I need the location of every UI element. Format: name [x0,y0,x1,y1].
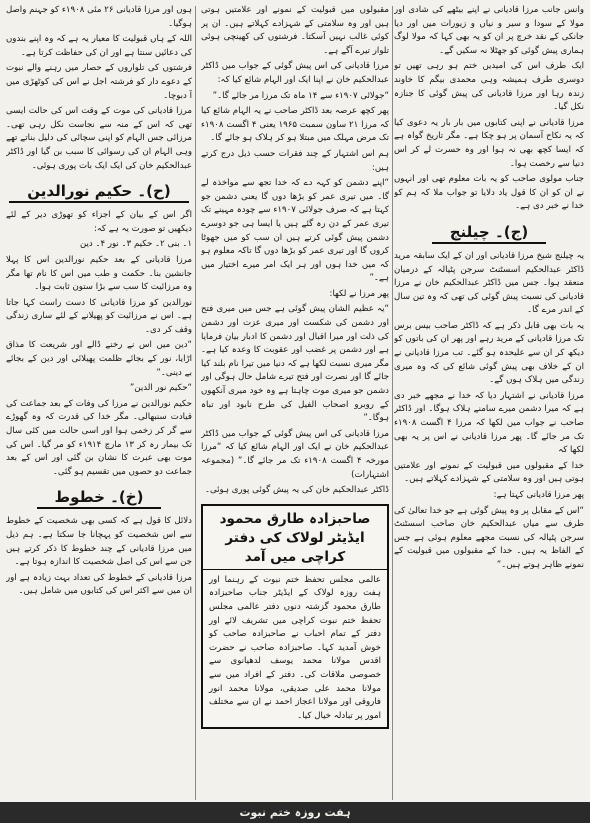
body-paragraph: مرزا قادیانی کی اس پیش گوئی کے جواب میں ڈاکٹر عبدالحکیم خان نے اپنا ایک اور الہام شائع کیا کہ: [201,61,389,85]
body-paragraph: پھر مرزا نے لکھا: [329,288,389,299]
body-paragraph: یہ چیلنج شیخ مرزا قادیانی اور ان کے ایک سابقہ مرید ڈاکٹر عبدالحکیم اسسٹنٹ سرجن پٹیالہ کے درمیان منعقد ہوا۔ جس میں ڈاکٹر عبدالحکیم خان نے مرزا قادیانی کی نسبت پیش گوئی کی تھی کہ وہ تین سال کے اندر مرے گا۔ [394,250,584,316]
body-paragraph: دلائل کا قول ہے کہ کسی بھی شخصیت کے خطوط سے اس شخصیت کو پہچانا جا سکتا ہے۔ ہم ذیل میں مرزا قادیانی کے چند خطوط کا ذکر کرتے ہیں جن سے اس کی اصل شخصیت کا اندازہ ہوتا ہے۔ [6,516,192,568]
body-paragraph: ہوں اور مرزا قادیانی ۲۶ مئی ۱۹۰۸ء کو جہنم واصل ہوگیا۔ [6,5,192,29]
section-heading-challenge: (ج)۔ چیلنج [432,222,547,244]
news-box-title: صاحبزادہ طارق محمود ایڈیٹر لولاک کی دفتر کراچی میں آمد [203,506,387,570]
body-paragraph: مرزا قادیانی کے خطوط کی تعداد بہت زیادہ ہے اور ان میں سے اکثر اس کی کتابوں میں شامل ہیں۔ [6,572,192,597]
body-paragraph: مرزا قادیانی کی موت کے وقت اس کی حالت ایسی تھی کہ اس کے منہ سے نجاست نکل رہی تھی۔ مرزائی جس الہام کو اپنی سچائی کی دلیل بناتے تھے وہی الہام ان کی رسوائی کا سبب بن گیا اور ڈاکٹر عبدالحکیم خان کی ایک ایک بات پوری ہوئی۔ [6,106,192,171]
section-heading-wrap [6,175,192,209]
body-paragraph: نورالدین کو مرزا قادیانی کا دست راست کہا جاتا ہے۔ اس نے مرزائیت کو پھیلانے کے لئے ساری زندگی وقف کر دی۔ [6,297,192,335]
body-paragraph: “اس کے مقابل پر وہ پیش گوئی ہے جو خدا تعالیٰ کی طرف سے میاں عبدالحکیم خان صاحب اسسٹنٹ سرجن پٹیالہ کی نسبت مجھے معلوم ہوئی ہے جس کے الفاظ یہ ہیں۔ خدا کے مقبولوں میں قبولیت کے نمونے ظاہر ہوتے ہیں۔” [394,505,584,570]
body-paragraph: مرزا قادیانی نے اشتہار دیا کہ خدا نے مجھے خبر دی ہے کہ میرا دشمن میرے سامنے ہلاک ہوگا۔ اور ڈاکٹر صاحب نے جواب میں لکھا کہ مرزا ۴ اگست ۱۹۰۸ء تک مر جائے گا۔ پھر مرزا قادیانی نے اس پر یہ بھی لکھا کہ [394,390,584,456]
section-heading-hakeem: (ح)۔ حکیم نورالدین [9,181,188,203]
body-paragraph: وانس جانب مرزا قادیانی نے اپنے بیٹھے کی شادی اور مولا کے سودا و سیر و نیاں و زیورات میں اور دیا جانکی کے نقد خرچ پر ان کو یہ بھی کہا کہ مولا لوگ ہماری پیش گوئی کو جھٹلا نہ سکیں گے۔ [394,5,584,56]
news-box-body: عالمی مجلس تحفظ ختم نبوت کے رہنما اور ہفت روزہ لولاک کے ایڈیٹر جناب صاحبزادہ طارق محمود گزشتہ دنوں دفتر عالمی مجلس تحفظ ختم نبوت کراچی میں تشریف لائے اور دفتر کے تمام احباب نے صاحبزادہ صاحب کو خوش آمدید کہا۔ صاحبزادہ صاحب نے حضرت اقدس مولانا محمد یوسف لدھیانوی سے خصوصی ملاقات کی۔ دفتر کے افراد میں سے مولانا محمد علی صدیقی، مولانا محمد انور فاروقی اور مولانا اعجاز احمد نے ان سے مختلف امور پر تبادلہ خیال کیا۔ [209,574,381,721]
section-heading-wrap [6,481,192,515]
body-paragraph: فرشتوں کی تلواروں کے حصار میں رہنے والے نبوت کے دعوے دار کو فرشتہ اجل نے اس کی کوٹھڑی میں آ دبوچا۔ [6,63,192,101]
left-column [6,4,192,802]
body-paragraph: پھر مرزا قادیانی کہتا ہے: [493,490,584,500]
body-paragraph: مرزا قادیانی کے بعد حکیم نورالدین اس کا پہلا جانشین بنا۔ حکمت و طب میں اس کا نام تھا مگر وہ مرزائیت کا سب سے بڑا ستون ثابت ہوا۔ [6,254,192,293]
body-paragraph: ایک طرف اس کی امیدیں ختم ہو رہی تھیں تو دوسری طرف ہمیشہ وہی محمدی بیگم کا خاوند زندہ رہا اور مرزا قادیانی کی پیش گوئی کا جنازہ نکل گیا۔ [394,61,584,113]
section-heading-wrap [394,216,584,250]
body-paragraph: ہم اس اشتہار کے چند فقرات حسب ذیل درج کرتے ہیں: [201,148,389,173]
body-paragraph: مرزا قادیانی کی اس پیش گوئی کے جواب میں ڈاکٹر عبدالحکیم خان نے ایک اور الہام شائع کیا کہ “مرزا مورخہ ۴ اگست ۱۹۰۸ء تک مر جائے گا۔” (مجموعہ اشتہارات) [201,428,389,480]
quote-paragraph: “دین میں اس نے رخنے ڈالے اور شریعت کا مذاق اڑایا، نور کے بجائے ظلمت پھیلائی اور دین کے بجائے بے دینی۔” [6,340,192,378]
body-paragraph: حکیم نورالدین نے مرزا کی وفات کے بعد جماعت کی قیادت سنبھالی۔ مگر خدا کی قدرت کہ وہ گھوڑے سے گر کر زخمی ہوا اور اسی حالت میں کئی سال تک بیمار رہ کر ۱۳ مارچ ۱۹۱۴ء کو مر گیا۔ اس کی موت بھی عبرت کا نشان بن گئی اور اس کے بعد جماعت دو حصوں میں تقسیم ہو گئی۔ [6,398,192,477]
body-paragraph: جناب مولوی صاحب کو یہ بات معلوم تھی اور انہوں نے ان کو ان کا قول یاد دلایا تو جواب ملا کہ ہم کو خدا نے خبر دی ہے۔ [394,174,584,212]
body-paragraph: مرزا قادیانی نے اپنی کتابوں میں بار بار یہ دعوی کیا کہ یہ نکاح آسمان پر ہو چکا ہے۔ مگر تاریخ گواہ ہے کہ ایسا کچھ بھی نہ ہوا اور وہ حسرت لے کر اس دنیا سے رخصت ہوا۔ [394,117,584,169]
section-heading-letters: (خ)۔ خطوط [37,487,162,509]
footer-strip: ہفت روزہ ختم نبوت [0,802,590,823]
news-box [201,504,389,730]
quote-paragraph: “اپنے دشمن کو کہہ دے کہ خدا تجھ سے مواخذہ لے گا۔ میں تیری عمر کو بڑھا دوں گا یعنی دشمن جو کہتا ہے کہ صرف جولائی ۱۹۰۷ء سے چودہ مہینے تک تیری عمر کے دن رہ گئے ہیں یا ایسا ہی جو دوسرے دشمن پیش گوئی کرتے ہیں ان سب کو میں جھوٹا کروں گا اور تیری عمر کو بڑھا دوں گا تاکہ معلوم ہو کہ میں خدا ہوں اور ہر ایک امر میرے اختیار میں ہے۔” [201,178,389,284]
body-paragraph: ڈاکٹر عبدالحکیم خان کی یہ پیش گوئی پوری ہوئی۔ [204,485,389,496]
right-column [394,4,584,802]
column-rule [392,6,393,800]
body-paragraph: مقبولوں میں قبولیت کے نمونے اور علامتیں ہوتی ہیں اور وہ سلامتی کے شہزادے کہلاتے ہیں۔ ان پر کوئی غالب نہیں آسکتا۔ فرشتوں کی کھینچی ہوئی تلوار تیرے آگے ہے۔ [201,5,389,56]
body-paragraph: ۱۔ بنی ۲۔ حکیم ۳۔ نور ۴۔ دین [79,239,192,250]
body-paragraph: پھر کچھ عرصہ بعد ڈاکٹر صاحب نے یہ الہام شائع کیا کہ مرزا ۲۱ ساون سمبت ۱۹۶۵ یعنی ۴ اگست ۱۹۰۸ء تک مرض مہلک میں مبتلا ہو کر ہلاک ہو جائے گا۔ [201,106,389,144]
body-paragraph: اگر اس کے بیان کے اجزاء کو تھوڑی دیر کے لئے دیکھیں تو صورت یہ ہے کہ: [6,210,192,234]
body-paragraph: اللہ کے ہاں قبولیت کا معیار یہ ہے کہ وہ اپنے بندوں کی دعائیں سنتا ہے اور ان کی حفاظت کرتا ہے۔ [6,34,192,58]
body-paragraph: یہ بات بھی قابل ذکر ہے کہ ڈاکٹر صاحب بیس برس تک مرزا قادیانی کے مرید رہے اور پھر ان کی باتوں کو دیکھ کر ان سے علیحدہ ہو گئے۔ تب مرزا قادیانی نے ان کے خلاف بھی پیش گوئی شائع کی کہ وہ میری زندگی میں ہلاک ہوں گے۔ [394,320,584,386]
quote-paragraph: “حکیم نور الدین” [129,383,192,394]
quote-paragraph: “یہ عظیم الشان پیش گوئی ہے جس میں میری فتح اور دشمن کی شکست اور میری عزت اور دشمن کی ذلت اور میرا اقبال اور دشمن کا ادبار بیان فرمایا ہے اور دشمن پر غضب اور عقوبت کا وعدہ کیا ہے۔ مگر میری نسبت لکھا ہے کہ دنیا میں تیرا نام بلند کیا جائے گا اور نصرت اور فتح تیرے شامل حال ہوگی اور دشمن جو میری موت چاہتا ہے وہ خود میری آنکھوں کے روبرو اصحاب الفیل کی طرح نابود اور تباہ ہوگا۔” [201,304,389,424]
middle-column [201,4,389,802]
column-rule [195,6,196,800]
quote-paragraph: “جولائی ۱۹۰۷ء سے ۱۴ ماہ تک مرزا مر جائے گا۔” [212,90,389,101]
body-paragraph: خدا کے مقبولوں میں قبولیت کے نمونے اور علامتیں ہوتی ہیں اور وہ سلامتی کے شہزادے کہلاتے ہیں۔ [394,460,584,485]
